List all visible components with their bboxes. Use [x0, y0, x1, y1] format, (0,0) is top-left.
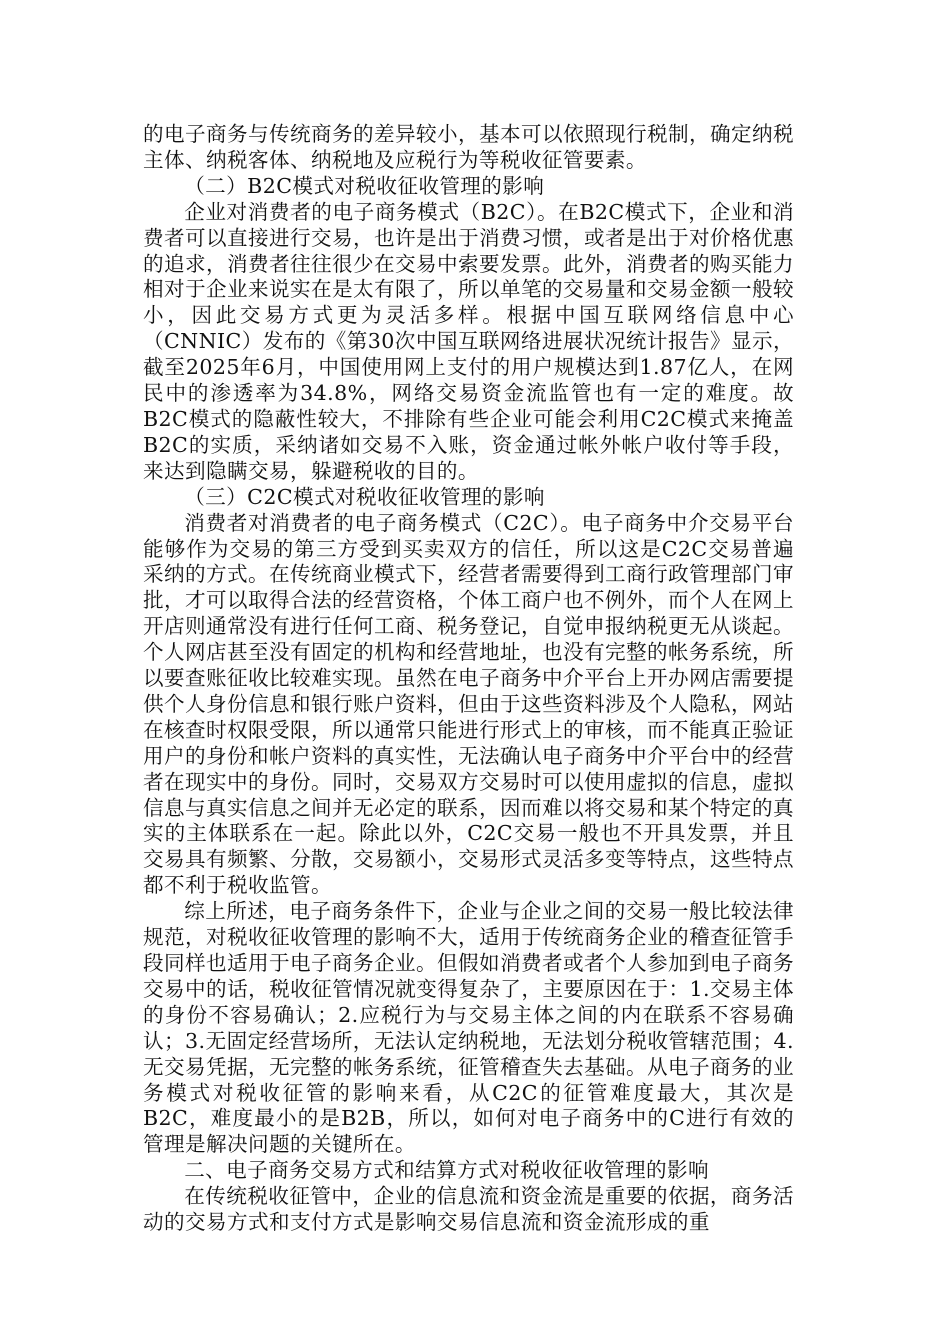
- section-heading-c2c: （三）C2C模式对税收征收管理的影响: [184, 484, 545, 509]
- section-heading-b2c: （二）B2C模式对税收征收管理的影响: [184, 173, 545, 198]
- paragraph-trading-methods: 在传统税收征管中，企业的信息流和资金流是重要的依据，商务活动的交易方式和支付方式是影响交易信息流和资金流形成的重: [143, 1184, 794, 1235]
- section-heading-2: 二、电子商务交易方式和结算方式对税收征收管理的影响: [184, 1158, 710, 1183]
- document-body: [143, 122, 794, 1236]
- paragraph-continued: 的电子商务与传统商务的差异较小，基本可以依照现行税制，确定纳税主体、纳税客体、纳税地及应税行为等税收征管要素。: [143, 122, 794, 172]
- paragraph-c2c: 消费者对消费者的电子商务模式（C2C）。电子商务中介交易平台能够作为交易的第三方受到买卖双方的信任，所以这是C2C交易普遍采纳的方式。在传统商业模式下，经营者需要得到工商行政管理部门审批，才可以取得合法的经营资格，个体工商户也不例外，而个人在网上开店则通常没有进行任何工商、税务登记，自觉申报纳税更无从谈起。个人网店甚至没有固定的机构和经营地址，也没有完整的帐务系统，所以要查账征收比较难实现。虽然在电子商务中介平台上开办网店需要提供个人身份信息和银行账户资料，但由于这些资料涉及个人隐私，网站在核查时权限受限，所以通常只能进行形式上的审核，而不能真正验证用户的身份和帐户资料的真实性，无法确认电子商务中介平台中的经营者在现实中的身份。同时，交易双方交易时可以使用虚拟的信息，虚拟信息与真实信息之间并无必定的联系，因而难以将交易和某个特定的真实的主体联系在一起。除此以外，C2C交易一般也不开具发票，并且交易具有频繁、分散，交易额小，交易形式灵活多变等特点，这些特点都不利于税收监管。: [143, 510, 794, 898]
- paragraph-b2c: 企业对消费者的电子商务模式（B2C）。在B2C模式下，企业和消费者可以直接进行交易，也许是出于消费习惯，或者是出于对价格优惠的追求，消费者往往很少在交易中索要发票。此外，消费者的购买能力相对于企业来说实在是太有限了，所以单笔的交易量和交易金额一般较小，因此交易方式更为灵活多样。根据中国互联网络信息中心（CNNIC）发布的《第30次中国互联网络进展状况统计报告》显示，截至2025年6月，中国使用网上支付的用户规模达到1.87亿人，在网民中的渗透率为34.8%，网络交易资金流监管也有一定的难度。故B2C模式的隐蔽性较大，不排除有些企业可能会利用C2C模式来掩盖B2C的实质，采纳诸如交易不入账，资金通过帐外帐户收付等手段，来达到隐瞒交易，躲避税收的目的。: [143, 199, 794, 483]
- paragraph-summary: 综上所述，电子商务条件下，企业与企业之间的交易一般比较法律规范，对税收征收管理的影响不大，适用于传统商务企业的稽查征管手段同样也适用于电子商务企业。但假如消费者或者个人参加到电子商务交易中的话，税收征管情况就变得复杂了，主要原因在于：1.交易主体的身份不容易确认；2.应税行为与交易主体之间的内在联系不容易确认；3.无固定经营场所，无法认定纳税地，无法划分税收管辖范围；4.无交易凭据，无完整的帐务系统，征管稽查失去基础。从电子商务的业务模式对税收征管的影响来看，从C2C的征管难度最大，其次是B2C，难度最小的是B2B，所以，如何对电子商务中的C进行有效的管理是解决问题的关键所在。: [143, 899, 794, 1157]
